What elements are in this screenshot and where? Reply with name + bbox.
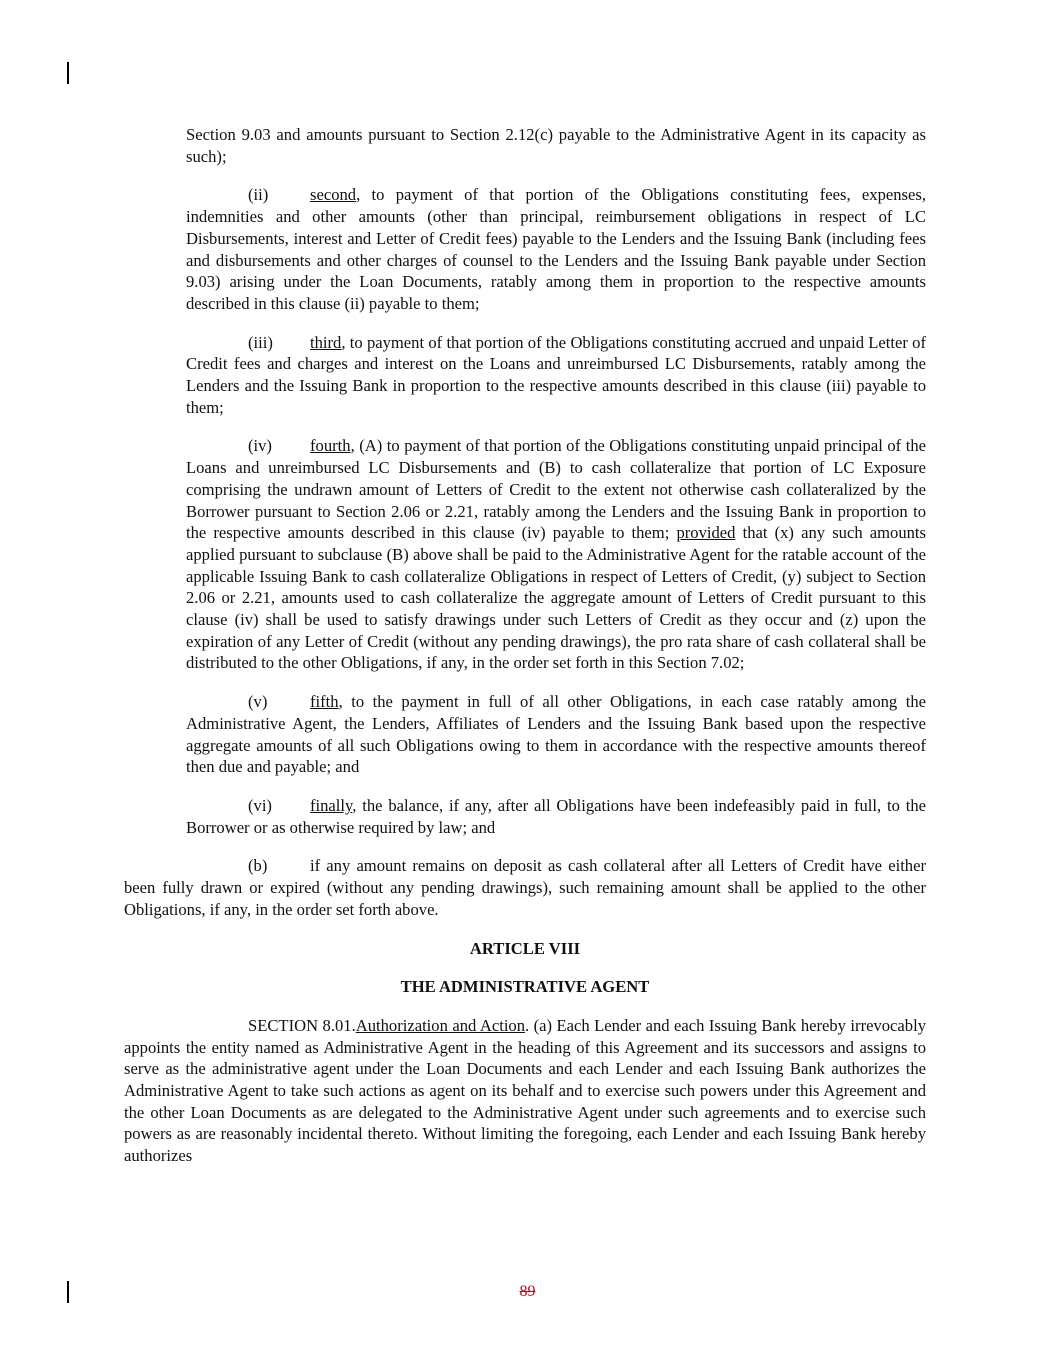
clause-iv [186,435,926,674]
clause-text: , the balance, if any, after all Obligations have been indefeasibly paid in full, to the Borrower or as otherwise required by law; and [186,795,926,837]
clause-keyword: second [310,185,357,205]
clause-keyword: fifth [310,692,339,712]
article-title: THE ADMINISTRATIVE AGENT [400,977,650,997]
page-number: 89 [519,1283,536,1300]
clause-keyword: fourth [310,436,351,456]
clause-keyword: finally [310,795,353,815]
clause-b [124,855,926,920]
clause-keyword: third [310,332,342,352]
clause-text: that (x) any such amounts applied pursuant to subclause (B) above shall be paid to the Administrative Agent for the ratable account of the applicable Issuing Bank to cash collateralize Obligations in respect of Letters of Credit, (y) subject to Section 2.06 or 2.21, amounts used to cash collateralize the aggregate amount of Letters of Credit pursuant to this clause (iv) shall be used to satisfy drawings under such Letters of Credit as they occur and (z) upon the expiration of any Letter of Credit (without any pending drawings), the pro rata share of cash collateral shall be distributed to the other Obligations, if any, in the order set forth in this Section 7.02; [186,523,926,673]
section-text: . (a) Each Lender and each Issuing Bank hereby irrevocably appoints the entity named as Administrative Agent in the heading of this Agreement and its successors and assigns to serve as the administrative agent under the Loan Documents and each Lender and each Issuing Bank authorizes the Administrative Agent to take such actions as agent on its behalf and to exercise such powers under this Agreement and the other Loan Documents as are delegated to the Administrative Agent under such agreements and to exercise such powers as are reasonably incidental thereto. Without limiting the foregoing, each Lender and each Issuing Bank hereby authorizes [124,1015,926,1166]
clause-number: (ii) [248,185,269,205]
clause-iii [186,332,926,419]
clause-text: , to the payment in full of all other Obligations, in each case ratably among the Administrative Agent, the Lenders, Affiliates of Lenders and the Issuing Bank based upon the respective aggregate amounts of all such Obligations owing to them in accordance with the respective amounts thereof then due and payable; and [186,692,926,777]
intro-paragraph: Section 9.03 and amounts pursuant to Section 2.12(c) payable to the Administrative Agent in its capacity as such); [186,125,926,166]
provided-keyword: provided [676,523,736,543]
clause-number: (vi) [248,795,272,815]
section-title: Authorization and Action [355,1015,526,1035]
document-body [0,124,1055,1167]
clause-number: (v) [248,692,268,712]
clause-vi [186,795,926,838]
section-label: SECTION 8.01. [248,1015,356,1035]
article-heading: ARTICLE VIII [469,938,581,958]
clause-ii [186,184,926,314]
clause-number: (b) [248,856,268,876]
clause-text: if any amount remains on deposit as cash collateral after all Letters of Credit have either been fully drawn or expired (without any pending drawings), such remaining amount shall be applied to the other Obligations, if any, in the order set forth above. [124,856,926,919]
clause-number: (iii) [248,332,273,352]
clause-text: , to payment of that portion of the Obligations constituting accrued and unpaid Letter of Credit fees and charges and interest on the Loans and unreimbursed LC Disbursements, ratably among the Lenders and the Issuing Bank in proportion to the respective amounts described in this clause (iii) payable to them; [186,332,926,417]
section-8-01 [124,1015,926,1167]
clause-text: , (A) to payment of that portion of the Obligations constituting unpaid principal of the Loans and unreimbursed LC Disbursements and (B) to cash collateralize that portion of LC Exposure comprising the undrawn amount of Letters of Credit to the extent not otherwise cash collateralized by the Borrower pursuant to Section 2.06 or 2.21, ratably among the Lenders and the Issuing Bank in proportion to the respective amounts described in this clause (iv) payable to them; [186,436,926,543]
clause-text: , to payment of that portion of the Obligations constituting fees, expenses, indemnities and other amounts (other than principal, reimbursement obligations in respect of LC Disbursements, interest and Letter of Credit fees) payable to the Lenders and the Issuing Bank (including fees and disbursements and other charges of counsel to the Lenders and the Issuing Bank payable under Section 9.03) arising under the Loan Documents, ratably among them in proportion to the respective amounts described in this clause (ii) payable to them; [186,185,926,313]
clause-number: (iv) [248,436,272,456]
clause-v [186,691,926,778]
change-bar-top [67,62,69,84]
